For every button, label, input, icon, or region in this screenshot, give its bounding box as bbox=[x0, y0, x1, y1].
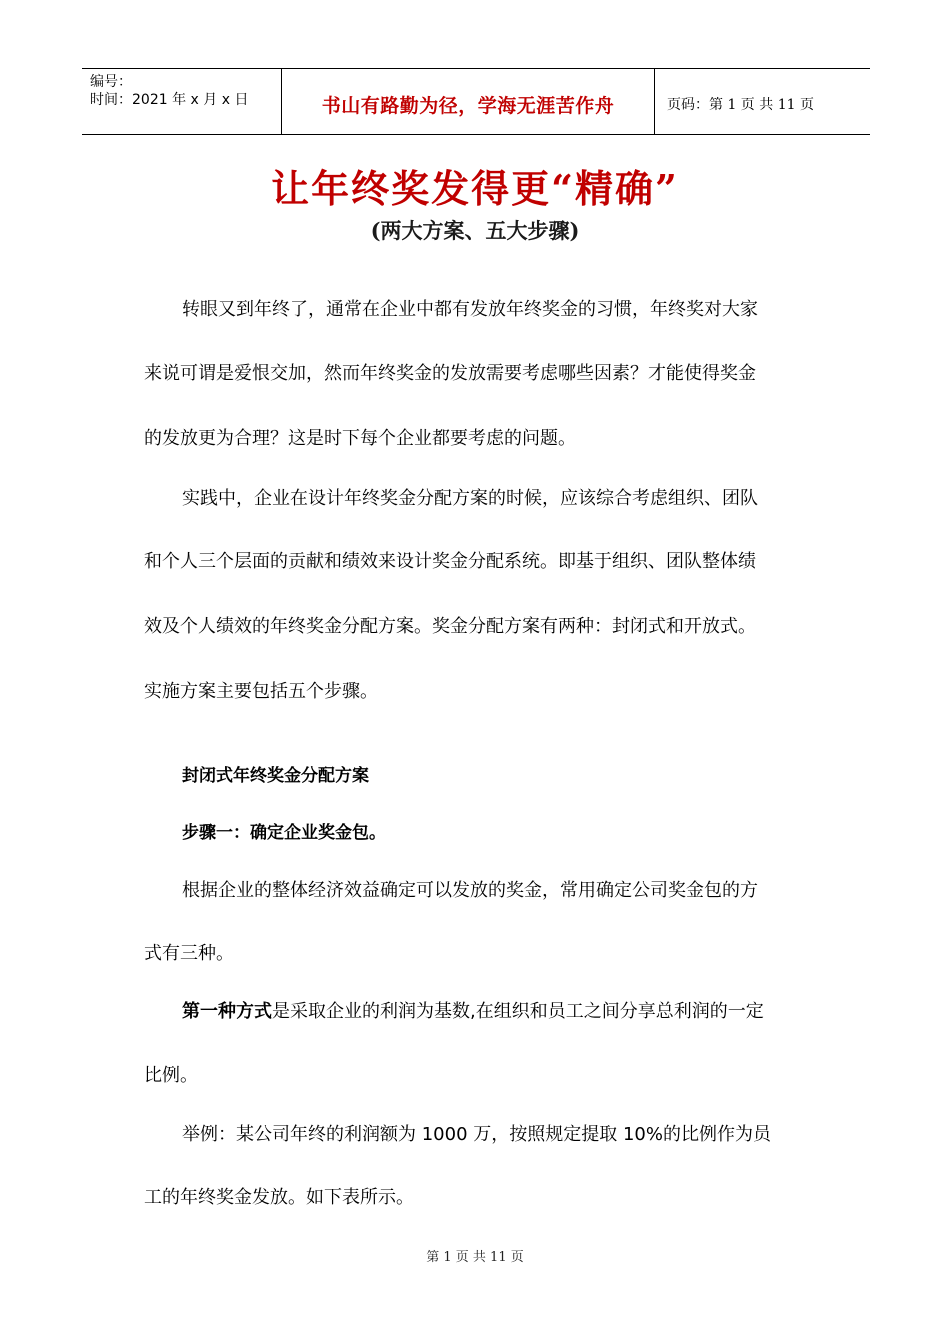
paragraph-line: 来说可谓是爱恨交加，然而年终奖金的发放需要考虑哪些因素？才能使得奖金 bbox=[144, 363, 756, 384]
document-subtitle: (两大方案、五大步骤) bbox=[370, 218, 580, 243]
paragraph-line: 实施方案主要包括五个步骤。 bbox=[144, 681, 378, 702]
paragraph-line: 转眼又到年终了，通常在企业中都有发放年终奖金的习惯，年终奖对大家 bbox=[182, 299, 758, 320]
emphasis-text: 第一种方式 bbox=[182, 1001, 272, 1022]
paragraph-line: 实践中，企业在设计年终奖金分配方案的时候，应该综合考虑组织、团队 bbox=[182, 488, 758, 509]
page-footer: 第 1 页 共 11 页 bbox=[426, 1250, 524, 1265]
paragraph-line: 式有三种。 bbox=[144, 943, 234, 964]
paragraph-text: 是采取企业的利润为基数,在组织和员工之间分享总利润的一定 bbox=[272, 1001, 764, 1022]
paragraph-line: 根据企业的整体经济效益确定可以发放的奖金，常用确定公司奖金包的方 bbox=[182, 880, 758, 901]
section-heading: 封闭式年终奖金分配方案 bbox=[182, 766, 369, 786]
header-meta bbox=[82, 69, 282, 134]
paragraph-line: 的发放更为合理？这是时下每个企业都要考虑的问题。 bbox=[144, 428, 576, 449]
document-title: 让年终奖发得更“精确” bbox=[271, 166, 679, 211]
header-motto: 书山有路勤为径，学海无涯苦作舟 bbox=[282, 69, 655, 134]
header-page-info: 页码：第 1 页 共 11 页 bbox=[667, 96, 814, 113]
paragraph-line: 比例。 bbox=[144, 1065, 198, 1086]
paragraph-line: 举例：某公司年终的利润额为 1000 万，按照规定提取 10%的比例作为员 bbox=[182, 1124, 771, 1145]
paragraph-line: 工的年终奖金发放。如下表所示。 bbox=[144, 1187, 414, 1208]
document-header bbox=[82, 68, 870, 135]
step-heading: 步骤一：确定企业奖金包。 bbox=[182, 823, 386, 843]
paragraph-line: 效及个人绩效的年终奖金分配方案。奖金分配方案有两种：封闭式和开放式。 bbox=[144, 616, 756, 637]
paragraph-line bbox=[182, 997, 764, 1023]
paragraph-line: 和个人三个层面的贡献和绩效来设计奖金分配系统。即基于组织、团队整体绩 bbox=[144, 551, 756, 572]
date-label: 时间：2021 年 x 月 x 日 bbox=[90, 92, 249, 108]
number-label: 编号： bbox=[90, 74, 132, 90]
